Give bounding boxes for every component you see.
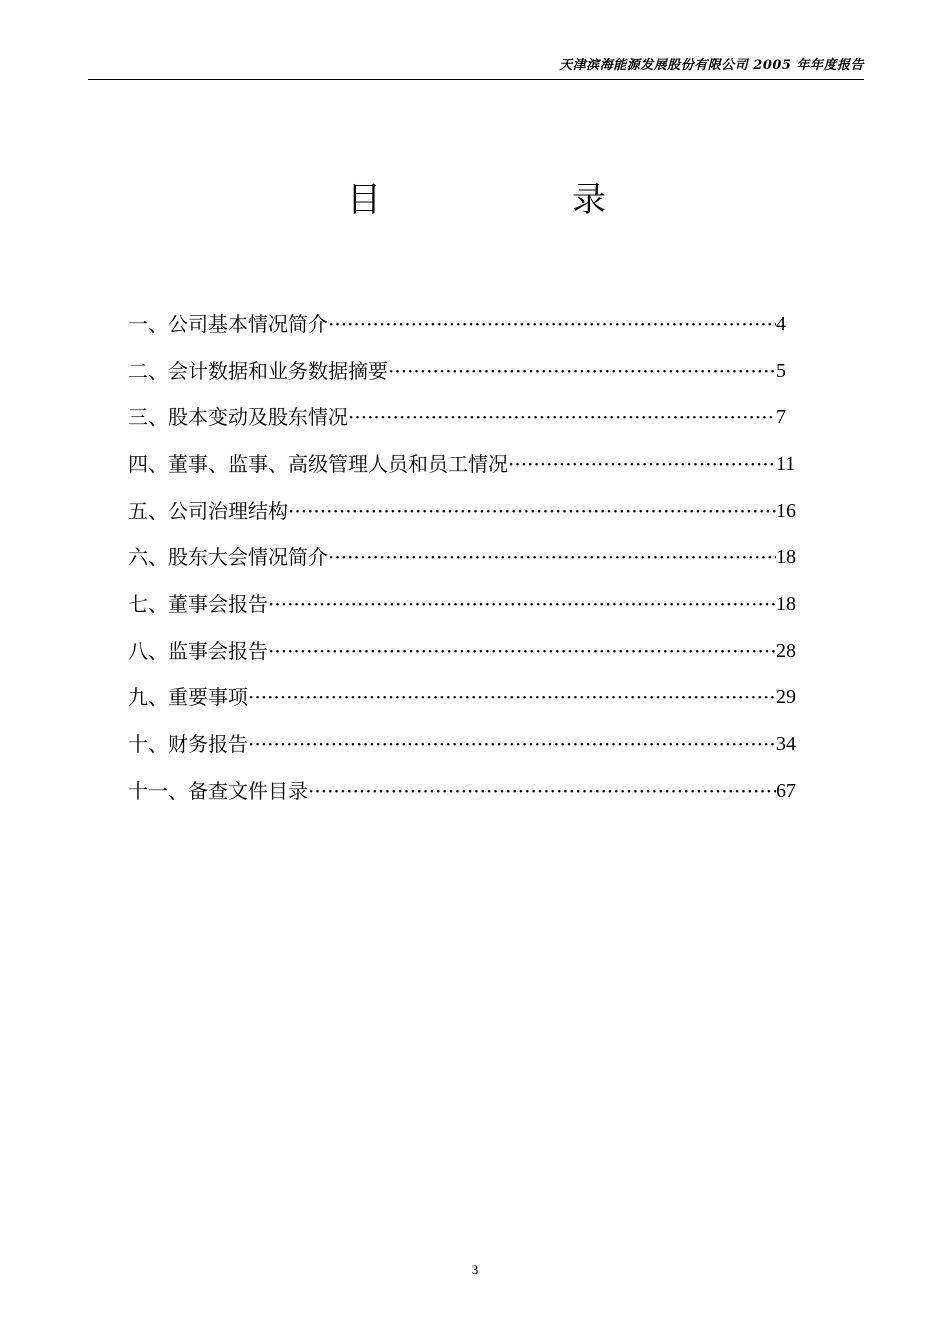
- toc-entry-leader: [268, 628, 776, 675]
- toc-entry-leader: [248, 721, 776, 768]
- toc-entry[interactable]: [128, 581, 800, 628]
- toc-entry-label: 十一、备查文件目录: [128, 778, 308, 803]
- toc-entry-leader: [248, 674, 776, 721]
- toc-entry-leader: [268, 581, 776, 628]
- toc-entry[interactable]: [128, 675, 800, 722]
- toc-entry[interactable]: [128, 768, 800, 815]
- toc-entry-page: 34: [776, 733, 796, 756]
- toc-title: [0, 176, 950, 224]
- toc-entry-label: 三、股本变动及股东情况: [128, 405, 348, 430]
- toc-entry[interactable]: [128, 301, 800, 348]
- toc-entry-leader: [508, 441, 776, 488]
- toc-entry-page: 18: [776, 546, 796, 569]
- toc-entry-page: 28: [776, 639, 796, 662]
- toc-entry-leader: [388, 348, 776, 395]
- toc-entry[interactable]: [128, 441, 800, 488]
- toc-entry[interactable]: [128, 394, 800, 441]
- toc-entry[interactable]: [128, 348, 800, 395]
- toc-entry-page: 67: [776, 779, 796, 802]
- page-number: 3: [471, 1262, 479, 1277]
- toc-entry-leader: [328, 534, 776, 581]
- toc-entry[interactable]: [128, 721, 800, 768]
- toc-entry-page: 18: [776, 593, 796, 616]
- toc-entry[interactable]: [128, 488, 800, 535]
- running-header: 天津滨海能源发展股份有限公司 2005 年年度报告: [559, 58, 864, 73]
- toc-title-char-2: 录: [572, 180, 606, 220]
- toc-entry-page: 5: [776, 359, 786, 382]
- toc-entry-label: 五、公司治理结构: [128, 498, 288, 523]
- toc-entry[interactable]: [128, 628, 800, 675]
- toc-entry-label: 四、董事、监事、高级管理人员和员工情况: [128, 452, 508, 477]
- toc-entry-page: 7: [776, 406, 786, 429]
- toc-entry-label: 九、重要事项: [128, 685, 248, 710]
- toc-entry-page: 11: [776, 453, 796, 476]
- toc-entry[interactable]: [128, 534, 800, 581]
- toc-entry-label: 七、董事会报告: [128, 592, 268, 617]
- toc-entry-label: 二、会计数据和业务数据摘要: [128, 358, 388, 383]
- toc-entry-page: 16: [776, 499, 796, 522]
- toc-entry-page: 29: [776, 686, 796, 709]
- toc-title-char-1: 目: [347, 180, 381, 220]
- toc-entry-label: 八、监事会报告: [128, 638, 268, 663]
- toc-entry-label: 十、财务报告: [128, 732, 248, 757]
- toc-entry-leader: [288, 488, 776, 535]
- toc-list: [128, 301, 800, 815]
- toc-entry-leader: [328, 301, 776, 348]
- toc-entry-label: 一、公司基本情况简介: [128, 311, 328, 336]
- toc-entry-label: 六、股东大会情况简介: [128, 545, 328, 570]
- toc-entry-leader: [308, 768, 776, 815]
- toc-entry-leader: [348, 394, 776, 441]
- toc-entry-page: 4: [776, 312, 786, 335]
- header-rule: [88, 79, 864, 80]
